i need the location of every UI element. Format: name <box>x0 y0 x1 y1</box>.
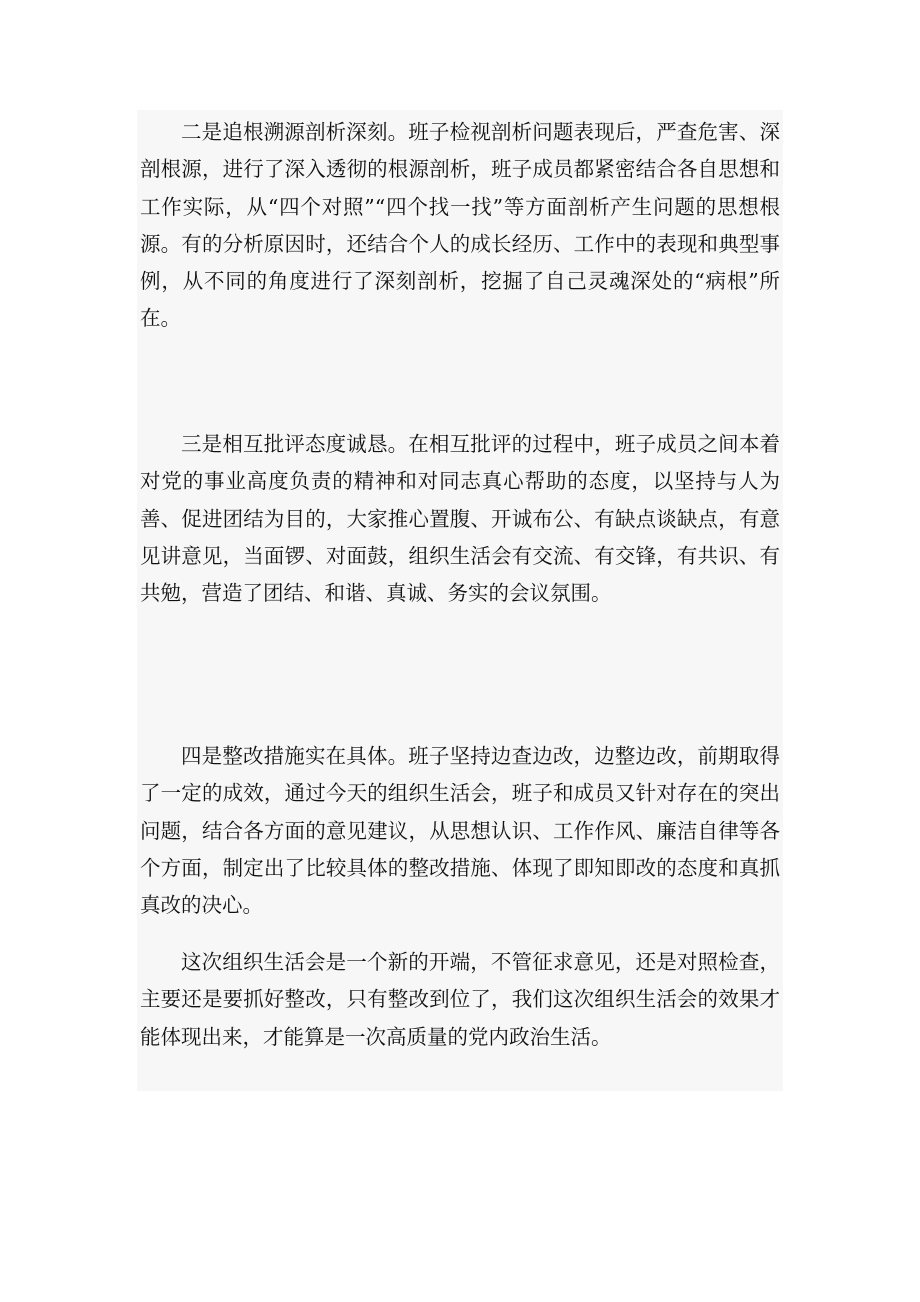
paragraph-conclusion: 这次组织生活会是一个新的开端，不管征求意见，还是对照检查，主要还是要抓好整改，只有整改到位了，我们这次组织生活会的效果才能体现出来，才能算是一次高质量的党内政治生活。 <box>140 950 780 1049</box>
document-text-block <box>137 110 783 1091</box>
paragraph-root-cause-analysis: 二是追根溯源剖析深刻。班子检视剖析问题表现后，严查危害、深剖根源，进行了深入透彻的根源剖析，班子成员都紧密结合各自思想和工作实际，从“四个对照”“四个找一找”等方面剖析产生问题的思想根源。有的分析原因时，还结合个人的成长经历、工作中的表现和典型事例，从不同的角度进行了深刻剖析，挖掘了自己灵魂深处的“病根”所在。 <box>140 120 780 331</box>
paragraph-mutual-criticism: 三是相互批评态度诚恳。在相互批评的过程中，班子成员之间本着对党的事业高度负责的精神和对同志真心帮助的态度，以坚持与人为善、促进团结为目的，大家推心置腹、开诚布公、有缺点谈缺点，有意见讲意见，当面锣、对面鼓，组织生活会有交流、有交锋，有共识、有共勉，营造了团结、和谐、真诚、务实的会议氛围。 <box>140 432 780 606</box>
paragraph-rectification-measures: 四是整改措施实在具体。班子坚持边查边改，边整边改，前期取得了一定的成效，通过今天的组织生活会，班子和成员又针对存在的突出问题，结合各方面的意见建议，从思想认识、工作作风、廉洁自律等各个方面，制定出了比较具体的整改措施、体现了即知即改的态度和真抓真改的决心。 <box>140 744 780 918</box>
